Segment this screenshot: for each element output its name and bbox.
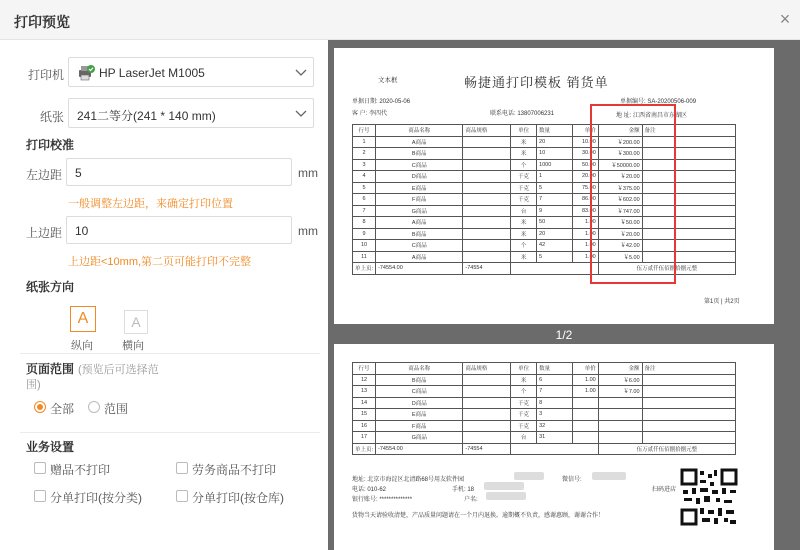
table-cell: ￥5.00 — [598, 251, 642, 263]
printer-icon — [77, 64, 95, 82]
table-cell: 50.00 — [572, 159, 598, 171]
table-cell: ￥50000.00 — [598, 159, 642, 171]
paper-value: 241二等分(241 * 140 mm) — [77, 109, 216, 123]
table-cell: ￥50.00 — [598, 217, 642, 229]
dialog-header — [0, 0, 800, 40]
business-title: 业务设置 — [26, 440, 75, 454]
split-by-warehouse-label: 分单打印(按仓库) — [192, 491, 284, 505]
paper-label: 纸张 — [40, 110, 65, 124]
table-cell: 个 — [511, 386, 537, 398]
table-cell: C商品 — [376, 240, 463, 252]
table-cell: 42 — [537, 240, 573, 252]
total-total-value2: -74554 — [463, 443, 511, 455]
table-cell: 1.00 — [572, 228, 598, 240]
table-row — [353, 409, 736, 421]
top-margin-unit: mm — [298, 224, 318, 238]
table-cell: 1.00 — [572, 374, 598, 386]
range-custom-radio[interactable] — [88, 401, 100, 413]
table-cell: 86.00 — [572, 194, 598, 206]
table-row — [353, 240, 736, 252]
table-cell: ￥20.00 — [598, 171, 642, 183]
table-cell: B商品 — [376, 148, 463, 160]
table-cell: ￥42.00 — [598, 240, 642, 252]
range-all-label: 全部 — [50, 402, 75, 416]
table-cell — [463, 205, 511, 217]
table-cell — [463, 171, 511, 183]
table-row — [353, 420, 736, 432]
total-total-value2: -74554 — [463, 263, 511, 275]
table-row — [353, 148, 736, 160]
total-total-value: -74554.00 — [376, 443, 463, 455]
table-cell: 12 — [353, 374, 376, 386]
account-line: 户名: — [464, 497, 478, 503]
table-cell — [463, 182, 511, 194]
table-total-row — [353, 443, 736, 455]
bank-line: 银行账号: ************** — [352, 497, 413, 503]
table-row — [353, 205, 736, 217]
table-cell: 6 — [353, 194, 376, 206]
page-number: 第1页 | 共2页 — [704, 299, 740, 305]
landscape-option[interactable]: A — [124, 310, 148, 334]
table-cell: 1.00 — [572, 251, 598, 263]
table-cell: ￥602.00 — [598, 194, 642, 206]
table-cell: 9 — [353, 228, 376, 240]
table-cell: C商品 — [376, 159, 463, 171]
table-cell: 20.00 — [572, 171, 598, 183]
redacted — [486, 492, 526, 500]
table-header-row — [353, 125, 736, 137]
table-cell — [463, 397, 511, 409]
left-margin-hint: 一般调整左边距，来确定打印位置 — [68, 198, 233, 210]
table-cell: 10 — [537, 148, 573, 160]
range-all-radio[interactable] — [34, 401, 46, 413]
table-cell: 米 — [511, 251, 537, 263]
table-cell — [511, 443, 599, 455]
portrait-label: 纵向 — [71, 340, 93, 352]
table-row — [353, 217, 736, 229]
gift-no-print-label: 赠品不打印 — [50, 463, 111, 477]
table-cell: 1.00 — [572, 240, 598, 252]
table-cell: D商品 — [376, 397, 463, 409]
table-cell: 50 — [537, 217, 573, 229]
notice-line: 货物当天请验收清楚，产品质量问题请在一个月内退换。逾期概不负责，感谢惠顾，谢谢合作！ — [352, 513, 605, 519]
table-cell: 8 — [353, 217, 376, 229]
wechat-line: 微信号: — [562, 477, 582, 483]
paper-select[interactable] — [68, 98, 314, 128]
landscape-label: 横向 — [122, 340, 144, 352]
table-cell: A商品 — [376, 217, 463, 229]
table-cell — [463, 420, 511, 432]
address-line: 地址: 北京市海淀区北清路68号用友软件园 — [352, 477, 465, 483]
table-cell — [463, 228, 511, 240]
table-row — [353, 251, 736, 263]
table-row — [353, 432, 736, 444]
table-cell — [598, 420, 642, 432]
table-cell: 1.00 — [572, 217, 598, 229]
table-header-row — [353, 363, 736, 375]
table-cell: 千克 — [511, 409, 537, 421]
chevron-down-icon — [295, 107, 307, 119]
table-cell: 11 — [353, 251, 376, 263]
table-cell: F商品 — [376, 420, 463, 432]
redacted — [592, 472, 626, 480]
table-cell: 商品名称 — [376, 125, 463, 137]
dialog-title: 打印预览 — [14, 14, 70, 30]
table-cell: 5 — [537, 182, 573, 194]
doc-number: 单据编号: SA-20200506-009 — [620, 99, 697, 105]
table-cell: 米 — [511, 374, 537, 386]
table-cell — [463, 136, 511, 148]
table-cell: 行号 — [353, 363, 376, 375]
table-cell: ￥200.00 — [598, 136, 642, 148]
total-total-value: -74554.00 — [376, 263, 463, 275]
doc-date: 单据日期: 2020-05-06 — [352, 99, 411, 105]
table-cell: 米 — [511, 217, 537, 229]
table-cell: 7 — [353, 205, 376, 217]
table-cell: E商品 — [376, 409, 463, 421]
highlight-box — [590, 104, 676, 284]
table-row — [353, 171, 736, 183]
table-cell — [463, 217, 511, 229]
doc-phone: 联系电话: 13807006231 — [490, 111, 555, 117]
qr-label: 扫码进店 — [652, 487, 677, 493]
table-cell: 千克 — [511, 171, 537, 183]
range-note: (预览后可选择范 — [78, 364, 159, 376]
table-cell: B商品 — [376, 374, 463, 386]
close-icon[interactable]: × — [779, 9, 791, 29]
preview-panel[interactable] — [328, 40, 800, 550]
table-cell: 单价 — [572, 125, 598, 137]
printer-select[interactable] — [68, 57, 314, 87]
table-cell — [642, 397, 735, 409]
table-cell: 30.00 — [572, 148, 598, 160]
redacted — [514, 472, 544, 480]
table-cell — [572, 397, 598, 409]
table-cell: C商品 — [376, 386, 463, 398]
doc-address: 地 址: 江西省南昌市东湖区 — [616, 113, 688, 119]
table-cell: 台 — [511, 205, 537, 217]
gift-no-print-checkbox[interactable] — [34, 462, 46, 474]
top-margin-label: 上边距 — [26, 226, 63, 240]
left-margin-input[interactable] — [66, 158, 292, 186]
orientation-title: 纸张方向 — [26, 280, 75, 294]
table-cell: 83.00 — [572, 205, 598, 217]
table-cell: 1 — [353, 136, 376, 148]
table-cell: 个 — [511, 159, 537, 171]
table-cell — [463, 386, 511, 398]
table-cell: 金额 — [598, 363, 642, 375]
table-cell: 数量 — [537, 363, 573, 375]
table-cell: B商品 — [376, 228, 463, 240]
service-no-print-checkbox[interactable] — [176, 462, 188, 474]
table-cell: A商品 — [376, 251, 463, 263]
top-margin-hint: 上边距<10mm,第二页可能打印不完整 — [68, 256, 252, 268]
table-cell: 32 — [537, 420, 573, 432]
table-row — [353, 159, 736, 171]
table-cell: 备注 — [642, 363, 735, 375]
table-cell: ￥375.00 — [598, 182, 642, 194]
table-cell — [511, 263, 599, 275]
split-by-warehouse-checkbox[interactable] — [176, 490, 188, 502]
table-cell: 17 — [353, 432, 376, 444]
table-cell — [642, 432, 735, 444]
table-cell: 10 — [353, 240, 376, 252]
table-cell — [463, 148, 511, 160]
table-cell: 数量 — [537, 125, 573, 137]
table-cell: 10.00 — [572, 136, 598, 148]
mobile-line: 手机: 18 — [452, 487, 475, 493]
table-row — [353, 386, 736, 398]
table-cell: 13 — [353, 386, 376, 398]
table-cell: 15 — [353, 409, 376, 421]
printer-label: 打印机 — [28, 68, 65, 82]
table-cell — [463, 194, 511, 206]
range-custom-label: 范围 — [104, 402, 129, 416]
table-cell: 20 — [537, 228, 573, 240]
redacted — [484, 482, 524, 490]
table-cell: F商品 — [376, 194, 463, 206]
table-cell: 备注 — [642, 125, 735, 137]
table-total-row — [353, 263, 736, 275]
left-margin-value: 5 — [75, 166, 82, 180]
table-cell: 单位 — [511, 125, 537, 137]
table-cell: 5 — [537, 251, 573, 263]
table-cell: ￥300.00 — [598, 148, 642, 160]
table-cell: 商品规格 — [463, 125, 511, 137]
table-cell: 5 — [353, 182, 376, 194]
settings-panel — [0, 40, 328, 550]
split-by-category-checkbox[interactable] — [34, 490, 46, 502]
table-cell: 3 — [353, 159, 376, 171]
table-cell: 20 — [537, 136, 573, 148]
table-cell: G商品 — [376, 432, 463, 444]
table-cell: 6 — [537, 374, 573, 386]
table-cell: 75.00 — [572, 182, 598, 194]
service-no-print-label: 劳务商品不打印 — [192, 463, 277, 477]
table-cell: 商品名称 — [376, 363, 463, 375]
table-cell: 单价 — [572, 363, 598, 375]
table-cell — [642, 409, 735, 421]
table-cell: ￥747.00 — [598, 205, 642, 217]
table-cell: 4 — [353, 171, 376, 183]
tel-line: 电话: 010-62 — [352, 487, 387, 493]
table-row — [353, 182, 736, 194]
table-cell: 16 — [353, 420, 376, 432]
table-cell: 14 — [353, 397, 376, 409]
table-cell: 8 — [537, 397, 573, 409]
table-cell — [572, 409, 598, 421]
table-cell: 千克 — [511, 420, 537, 432]
table-cell: ￥6.00 — [598, 374, 642, 386]
table-cell — [572, 420, 598, 432]
split-by-category-label: 分单打印(按分类) — [50, 491, 142, 505]
table-cell: 千克 — [511, 397, 537, 409]
table-cell: 米 — [511, 148, 537, 160]
preview-page-1 — [334, 48, 774, 324]
table-cell: 3 — [537, 409, 573, 421]
top-margin-input[interactable] — [66, 216, 292, 244]
table-cell — [463, 374, 511, 386]
total-total-label: 单上页: — [353, 443, 376, 455]
table-cell: 2 — [353, 148, 376, 160]
table-cell: 千克 — [511, 194, 537, 206]
table-row — [353, 136, 736, 148]
range-note-2: 围) — [26, 379, 41, 391]
total-total-words: 伍万贰仟伍佰捌拾捌元整 — [598, 443, 735, 455]
table-cell: E商品 — [376, 182, 463, 194]
table-cell — [463, 251, 511, 263]
table-row — [353, 194, 736, 206]
table-cell: 台 — [511, 432, 537, 444]
company-name: 文本框 — [378, 77, 398, 84]
calibration-title: 打印校准 — [26, 138, 75, 152]
table-cell: ￥7.00 — [598, 386, 642, 398]
table-cell: 7 — [537, 386, 573, 398]
range-title: 页面范围 — [26, 362, 75, 376]
table-row — [353, 228, 736, 240]
table-cell — [463, 432, 511, 444]
table-cell — [463, 240, 511, 252]
pager-label: 1/2 — [555, 328, 573, 342]
table-row — [353, 374, 736, 386]
table-cell — [642, 420, 735, 432]
table-row — [353, 397, 736, 409]
table-cell: 米 — [511, 136, 537, 148]
table-cell: 米 — [511, 228, 537, 240]
table-cell — [642, 386, 735, 398]
table-cell: ￥20.00 — [598, 228, 642, 240]
table-cell — [598, 432, 642, 444]
chevron-down-icon — [295, 66, 307, 78]
table-cell: 单位 — [511, 363, 537, 375]
doc-title: 畅捷通打印模板 销货单 — [464, 75, 609, 90]
table-cell: D商品 — [376, 171, 463, 183]
table-cell: 金额 — [598, 125, 642, 137]
table-cell: 商品规格 — [463, 363, 511, 375]
table-cell — [463, 159, 511, 171]
table-cell: 31 — [537, 432, 573, 444]
divider — [20, 432, 320, 433]
table-cell — [598, 409, 642, 421]
preview-page-2 — [334, 344, 774, 550]
left-margin-unit: mm — [298, 166, 318, 180]
table-cell: 行号 — [353, 125, 376, 137]
table-cell: 7 — [537, 194, 573, 206]
table-cell: 千克 — [511, 182, 537, 194]
table-cell: 1.00 — [572, 386, 598, 398]
table-cell — [598, 397, 642, 409]
total-total-label: 单上页: — [353, 263, 376, 275]
table-cell: A商品 — [376, 136, 463, 148]
table-cell: 9 — [537, 205, 573, 217]
table-cell: G商品 — [376, 205, 463, 217]
qr-code-icon — [680, 468, 738, 526]
items-table-page-2 — [352, 362, 736, 455]
table-cell: 1000 — [537, 159, 573, 171]
table-cell — [642, 374, 735, 386]
table-cell: 1 — [537, 171, 573, 183]
table-cell — [572, 432, 598, 444]
printer-value: HP LaserJet M1005 — [99, 66, 205, 80]
divider — [20, 353, 320, 354]
table-cell — [463, 409, 511, 421]
portrait-option[interactable]: A — [70, 306, 96, 332]
items-table-page-1 — [352, 124, 736, 275]
left-margin-label: 左边距 — [26, 168, 63, 182]
top-margin-value: 10 — [75, 224, 89, 238]
doc-customer: 客 户: 李四代 — [352, 111, 388, 117]
table-cell: 个 — [511, 240, 537, 252]
total-total-words: 伍万贰仟伍佰捌拾捌元整 — [598, 263, 735, 275]
